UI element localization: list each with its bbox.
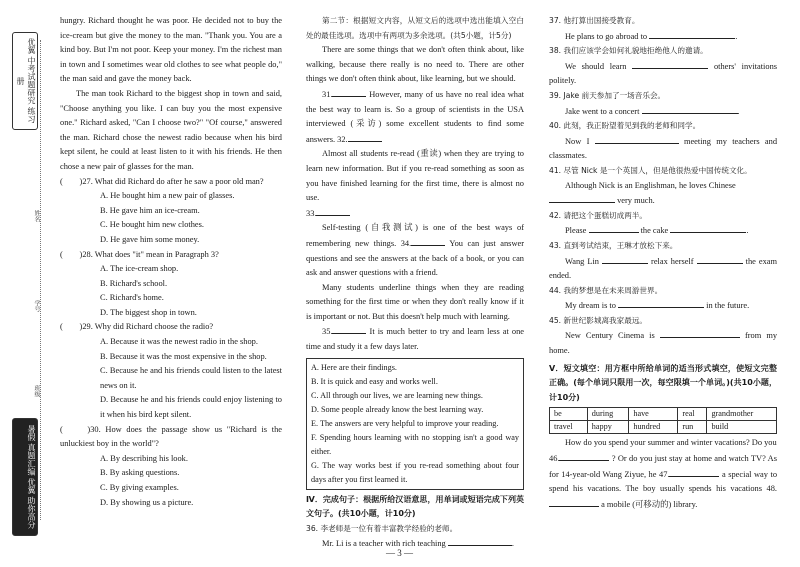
word-cell: travel (550, 421, 588, 434)
passage-paragraph (306, 221, 524, 280)
passage-text: You can just answer questions and see the answers at the back of a book, or you can ask and answer questions with a friend. (306, 238, 524, 278)
blank-number: 35. (322, 327, 333, 337)
passage-paragraph: Many students underline things when they are reading something for the first time or when they don't really know if it is important or not. But this doesn't help much with learning. (306, 282, 524, 321)
answer-blank[interactable] (332, 87, 366, 97)
answer-blank[interactable] (632, 59, 708, 69)
word-box (549, 407, 777, 434)
sentence-text: My dream is to (565, 301, 616, 311)
section-heading: Ⅴ．短文填空：用方框中所给单词的适当形式填空，使短文完整正确。(每个单词只限用一次，每空限填一个单词。)(共10小题，计10分) (549, 363, 777, 402)
option: A. Because it was the newest radio in the shop. (100, 337, 258, 347)
passage-text: However, many of us have no real idea what the best way to learn is. So a group of scientists in the USA interviewed (采访) some excellent students to find some answers. 32. (306, 89, 524, 144)
blank-number: 47. (659, 469, 670, 479)
option: D. Because he and his friends could enjoy listening to it when his bird kept silent. (100, 395, 282, 420)
question-38: 38. 我们应该学会如何礼貌地拒绝他人的邀请。 (549, 46, 708, 56)
answer-line: Mr. Li is a teacher with rich teaching . (306, 536, 524, 552)
word-cell: real (678, 408, 707, 421)
name-field-label: 姓名 (33, 210, 40, 222)
answer-blank[interactable] (669, 467, 719, 477)
option: B. It is quick and easy and works well. (311, 376, 438, 386)
word-cell: have (629, 408, 678, 421)
answer-blank[interactable] (589, 223, 639, 233)
answer-line (549, 254, 777, 284)
answer-blank[interactable] (316, 206, 350, 216)
sentence-text: from my home. (549, 331, 778, 356)
question-42: 42. 请把这个蛋糕切成两半。 (549, 210, 648, 220)
sentence-text: very much. (617, 196, 655, 206)
column-3 (549, 14, 777, 512)
question-45: 45. 新世纪影城离我家最远。 (549, 315, 648, 325)
sentence-text: Jake went to a concert (565, 106, 640, 116)
sentence-text: others' invitations politely. (549, 61, 778, 86)
section-instruction: 第二节：根据短文内容，从短文后的选项中选出能填入空白处的最佳选项。选项中有两项为多余选项。(共5小题，计5分) (306, 16, 524, 40)
option: D. He gave him some money. (100, 234, 200, 244)
answer-blank[interactable] (660, 328, 740, 338)
word-cell: build (707, 421, 777, 434)
option: D. By showing us a picture. (100, 497, 194, 507)
question-43: 43. 直到考试结束，王琳才放松下来。 (549, 240, 678, 250)
answer-blank[interactable] (595, 134, 679, 144)
option: G. The way works best if you re-read something about four days after you first learned it. (311, 460, 519, 484)
answer-line: Jake went to a concert . (549, 104, 777, 120)
question-36: 36. 李老师是一位有着丰富教学经验的老师。 (306, 523, 458, 533)
column-2 (306, 14, 524, 552)
passage-paragraph (306, 87, 524, 147)
option: C. Because he and his friends could listen to the latest news on it. (100, 366, 282, 390)
option: B. Because it was the most expensive in the shop. (100, 351, 267, 361)
question-30: ( )30. How does the passage show us "Richard is the unluckiest boy in the world"? (60, 424, 282, 449)
option: E. The answers are very helpful to improve your reading. (311, 418, 499, 428)
sentence-text: He plans to go abroad to (565, 31, 648, 41)
binding-strip (0, 0, 50, 567)
sentence-text: New Century Cinema is (565, 331, 655, 341)
option: C. He bought him new clothes. (100, 220, 204, 230)
answer-blank[interactable] (618, 298, 704, 308)
sentence-text: the cake (640, 226, 669, 236)
question-44: 44. 我的梦想是在未来周游世界。 (549, 285, 663, 295)
word-cell: happy (587, 421, 629, 434)
answer-blank[interactable] (649, 29, 735, 39)
word-cell: run (678, 421, 707, 434)
options-box (306, 358, 524, 490)
option: C. Richard's home. (100, 293, 164, 303)
answer-line (549, 179, 777, 209)
sentence-text: the exam ended. (549, 256, 778, 281)
option: F. Spending hours learning with no stopping isn't a good way either. (311, 432, 519, 456)
question-28: ( )28. What does "it" mean in Paragraph 3? (60, 249, 219, 259)
option: B. By asking questions. (100, 468, 180, 478)
series-badge-bottom: 暑假 真题汇编 优翼 助你高分 (12, 418, 38, 536)
passage-paragraph: The man took Richard to the biggest shop in town and said, "Choose anything you like. I can buy you the most expensive one." Richard asked, "Can I choose two?" "Of course," answered the man. Richard chose the newest radio because when his bird kept silent, he could at least listen to it with his friends. He then chose a new pair of glasses for the man. (60, 88, 282, 171)
question-29: ( )29. Why did Richard choose the radio? (60, 322, 214, 332)
option: D. The biggest shop in town. (100, 307, 197, 317)
answer-blank[interactable] (411, 236, 445, 246)
passage-paragraph: How do you spend your summer and winter vacations? Do you (565, 438, 777, 448)
passage-paragraph (306, 324, 524, 354)
passage-text: It is much better to try and learn less at one time and study it a few days later. (306, 327, 524, 352)
passage-paragraph: Almost all students re-read (重读) when they are trying to learn new information. But if you re-read something as soon as you have finished learning for the first time, there is almost no use. (306, 149, 524, 203)
answer-line (549, 328, 777, 358)
word-cell: during (587, 408, 629, 421)
option: A. The ice-cream shop. (100, 264, 179, 274)
option: B. He gave him an ice-cream. (100, 205, 200, 215)
sentence-text: Please (565, 226, 587, 236)
passage-paragraph (549, 451, 777, 512)
sentence-text: Although Nick is an Englishman, he loves Chinese (565, 180, 736, 190)
question-41: 41. 尽管 Nick 是一个英国人，但是他很热爱中国传统文化。 (549, 165, 752, 175)
sentence-text: We should learn (565, 61, 627, 71)
passage-text: ? Or do you just stay at home and watch TV? As for 14-year-old Wang Ziyue, he (549, 454, 777, 479)
answer-blank[interactable] (559, 451, 609, 461)
sentence-text: Now I (565, 136, 590, 146)
option: A. He bought him a new pair of glasses. (100, 191, 235, 201)
sentence-text: relax herself (651, 256, 694, 266)
passage-paragraph: hungry. Richard thought he was poor. He decided not to buy the ice-cream but give the money to the man. "Thank you. You are a kind boy. But I'm not poor. Keep your money. I'm the richest man in town and I sometimes wear old clothes to see what people do," the man said and gave the money back. (60, 16, 282, 84)
sentence-text: Wang Lin (565, 256, 599, 266)
question-40: 40. 此刻，我正盼望着见到我的老师和同学。 (549, 121, 701, 131)
number-field-label: 学号 (33, 300, 40, 312)
option: C. By giving examples. (100, 483, 179, 492)
passage-text: Self-testing (自我测试) is one of the best ways of remembering new things. 34. (306, 223, 524, 248)
sentence-text: Mr. Li is a teacher with rich teaching (322, 539, 446, 549)
blank-number: 33. (306, 208, 317, 218)
answer-blank[interactable] (348, 132, 382, 142)
blank-number: 31. (322, 89, 333, 99)
section-heading: Ⅳ．完成句子：根据所给汉语意思，用单词或短语完成下列英文句子。(共10小题，计10分) (306, 494, 524, 519)
sentence-text: in the future. (706, 301, 750, 311)
answer-blank[interactable] (697, 254, 743, 264)
answer-blank[interactable] (549, 497, 599, 507)
answer-blank[interactable] (602, 254, 648, 264)
question-39: 39. Jake 前天参加了一场音乐会。 (549, 90, 666, 100)
question-27: ( )27. What did Richard do after he saw a poor old man? (60, 176, 264, 186)
answer-line (549, 134, 777, 164)
answer-line (549, 298, 777, 314)
question-37: 37. 他打算出国接受教育。 (549, 16, 640, 25)
answer-line (549, 59, 777, 89)
word-cell: hundred (629, 421, 678, 434)
blank-number: 48. (766, 484, 778, 494)
class-field-label: 班级 (33, 385, 40, 397)
column-1 (60, 14, 282, 510)
option: A. Here are their findings. (311, 362, 397, 372)
passage-paragraph: There are some things that we don't often think about, like walking, because there really is no need to. There are other things we don't often think about, like learning, but we should. (306, 45, 524, 84)
word-cell: be (550, 408, 588, 421)
answer-blank[interactable] (642, 104, 738, 114)
answer-line: He plans to go abroad to . (549, 29, 777, 45)
blank-number: 46. (549, 454, 560, 464)
series-badge-top: 优翼 中考试题研究 练习册 (12, 32, 38, 130)
passage-text: a mobile (可移动的) library. (599, 499, 698, 509)
answer-blank[interactable] (448, 536, 512, 546)
option: D. Some people already know the best learning way. (311, 404, 484, 414)
answer-blank[interactable] (670, 223, 746, 233)
cut-line (40, 40, 41, 520)
page-number: — 3 — (386, 548, 413, 558)
option: C. All through our lives, we are learning new things. (311, 390, 483, 400)
answer-blank[interactable] (549, 193, 615, 203)
answer-blank[interactable] (332, 324, 366, 334)
sentence-text: meeting my teachers and classmates. (549, 136, 778, 161)
passage-text: a special way to spend his vacations. The boy usually spends his vacations (549, 469, 778, 494)
option: A. By describing his look. (100, 453, 188, 463)
option: B. Richard's school. (100, 278, 168, 288)
word-cell: grandmother (707, 408, 777, 421)
passage-paragraph (306, 206, 524, 222)
answer-line: Please the cake . (549, 223, 777, 239)
